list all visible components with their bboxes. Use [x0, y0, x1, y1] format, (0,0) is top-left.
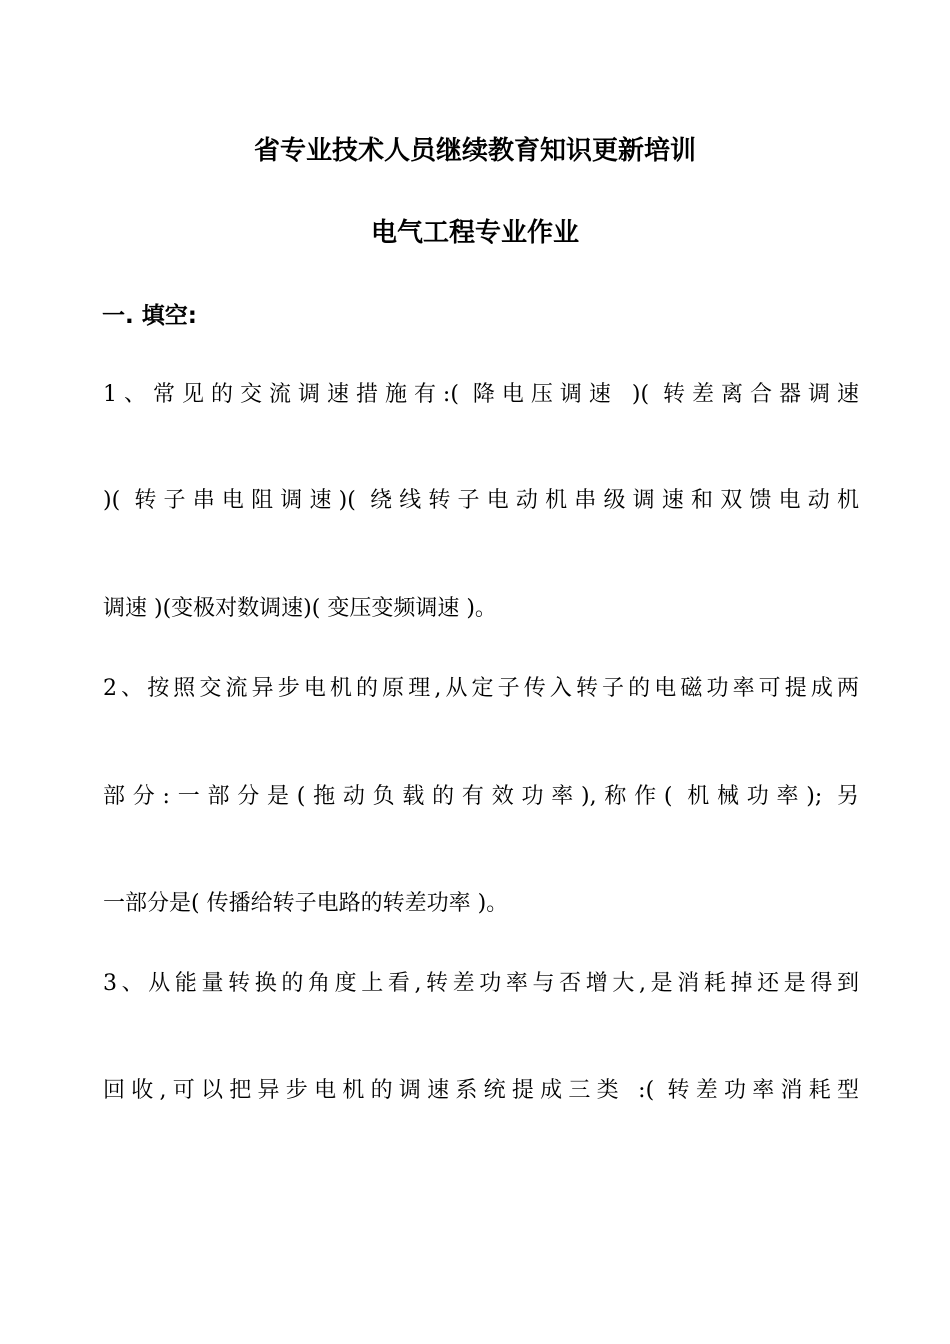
section-heading: 一. 填空: [102, 303, 197, 329]
paragraph-line: 调速 )(变极对数调速)( 变压变频调速 )。 [103, 596, 497, 621]
paragraph-line: 2、按照交流异步电机的原理,从定子传入转子的电磁功率可提成两 [103, 676, 859, 701]
paragraph-line: 部分:一部分是(拖动负载的有效功率),称作( 机械功率); 另 [103, 784, 859, 809]
paragraph-line: 回收,可以把异步电机的调速系统提成三类 :( 转差功率消耗型 [103, 1078, 859, 1103]
paragraph-line: 1、常见的交流调速措施有:( 降电压调速 )( 转差离合器调速 [103, 382, 859, 407]
paragraph-line: 一部分是( 传播给转子电路的转差功率 )。 [103, 891, 509, 916]
paragraph-line: )( 转子串电阻调速)( 绕线转子电动机串级调速和双馈电动机 [103, 488, 859, 513]
document-title: 省专业技术人员继续教育知识更新培训 [253, 136, 696, 166]
document-subtitle: 电气工程专业作业 [370, 218, 579, 248]
paragraph-line: 3、从能量转换的角度上看,转差功率与否增大,是消耗掉还是得到 [103, 971, 859, 996]
